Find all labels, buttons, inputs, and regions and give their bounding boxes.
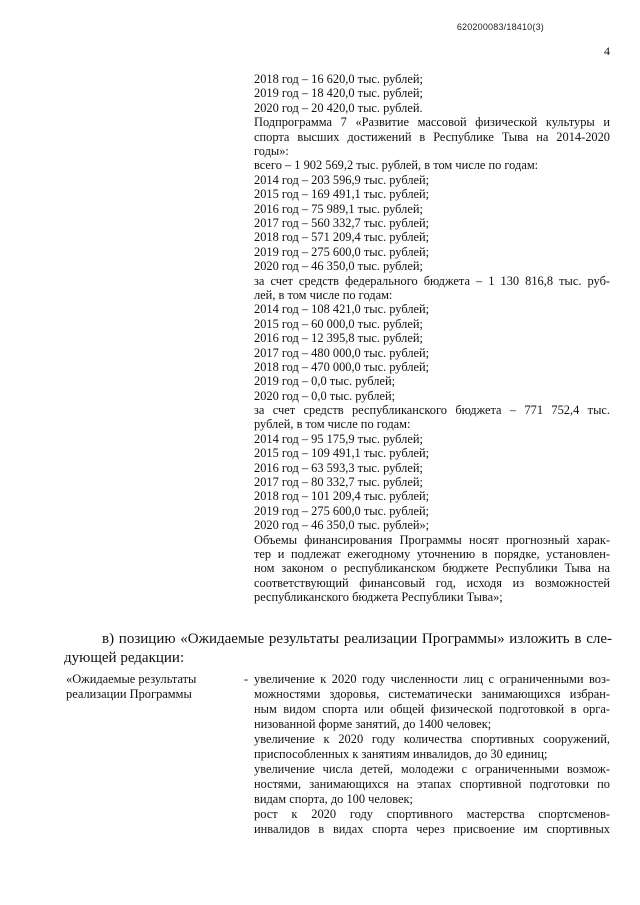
section-b-paragraph: в) позицию «Ожидаемые результаты реализации Программы» изложить в сле- дующей редакции: bbox=[64, 631, 612, 666]
subprogram-title: Подпрограмма 7 «Развитие массовой физической культуры и спорта высших достижений в Республике Тыва на 2014-2020 годы»: bbox=[254, 115, 610, 158]
result-item: увеличение к 2020 году численности лиц с ограниченными воз- можностями здоровья, систематически занимающихся избран- ным видом спорта или общей физической подготовкой в орга- низованной форме занятий, до 1400 человек; bbox=[254, 672, 610, 731]
year-line: 2019 год – 18 420,0 тыс. рублей; bbox=[254, 86, 423, 101]
year-line: 2017 год – 480 000,0 тыс. рублей; bbox=[254, 345, 430, 360]
year-line: 2015 год – 60 000,0 тыс. рублей; bbox=[254, 316, 423, 331]
funding-block bbox=[254, 72, 610, 605]
results-list bbox=[254, 672, 610, 837]
year-line: 2020 год – 0,0 тыс. рублей; bbox=[254, 388, 396, 403]
federal-budget-line: за счет средств федерального бюджета – 1 130 816,8 тыс. руб- лей, в том числе по годам: bbox=[254, 273, 610, 302]
year-line: 2016 год – 12 395,8 тыс. рублей; bbox=[254, 331, 423, 346]
year-line: 2018 год – 571 209,4 тыс. рублей; bbox=[254, 230, 430, 245]
year-line: 2018 год – 470 000,0 тыс. рублей; bbox=[254, 359, 430, 374]
document-code: 620200083/18410(3) bbox=[456, 22, 544, 32]
page-number: 4 bbox=[604, 44, 610, 58]
year-line: 2019 год – 0,0 тыс. рублей; bbox=[254, 374, 396, 389]
year-line: 2018 год – 101 209,4 тыс. рублей; bbox=[254, 489, 430, 504]
republic-budget-line: за счет средств республиканского бюджета – 771 752,4 тыс. рублей, в том числе по годам: bbox=[254, 403, 610, 432]
year-line: 2016 год – 63 593,3 тыс. рублей; bbox=[254, 460, 423, 475]
results-label: «Ожидаемые результаты реализации Программы bbox=[66, 672, 197, 701]
year-line: 2016 год – 75 989,1 тыс. рублей; bbox=[254, 201, 423, 216]
total-line: всего – 1 902 569,2 тыс. рублей, в том числе по годам: bbox=[254, 158, 539, 173]
year-line: 2017 год – 80 332,7 тыс. рублей; bbox=[254, 475, 423, 490]
result-item: увеличение к 2020 году количества спортивных сооружений, приспособленных к занятиям инвалидов, до 30 единиц; bbox=[254, 732, 610, 761]
year-line: 2014 год – 108 421,0 тыс. рублей; bbox=[254, 302, 430, 317]
year-line: 2020 год – 46 350,0 тыс. рублей»; bbox=[254, 518, 430, 533]
year-line: 2015 год – 169 491,1 тыс. рублей; bbox=[254, 187, 430, 202]
year-line: 2020 год – 46 350,0 тыс. рублей; bbox=[254, 259, 423, 274]
year-line: 2018 год – 16 620,0 тыс. рублей; bbox=[254, 72, 423, 86]
year-line: 2015 год – 109 491,1 тыс. рублей; bbox=[254, 446, 430, 461]
year-line: 2020 год – 20 420,0 тыс. рублей. bbox=[254, 100, 423, 115]
year-line: 2014 год – 95 175,9 тыс. рублей; bbox=[254, 431, 423, 446]
year-line: 2014 год – 203 596,9 тыс. рублей; bbox=[254, 172, 430, 187]
funding-note: Объемы финансирования Программы носят прогнозный харак- тер и подлежат ежегодному уточнению в порядке, установлен- ном законом о республиканском бюджете Республики Тыва на соответствующий финансовый год, исходя из возможностей республиканского бюджета Республики Тыва»; bbox=[254, 532, 610, 605]
result-item: увеличение числа детей, молодежи с ограниченными возмож- ностями, занимающихся на этапах спортивной подготовки по видам спорта, до 100 человек; bbox=[254, 762, 610, 806]
year-line: 2019 год – 275 600,0 тыс. рублей; bbox=[254, 244, 430, 259]
result-item: рост к 2020 году спортивного мастерства спортсменов- инвалидов в видах спорта через присвоение им спортивных bbox=[254, 807, 610, 836]
results-dash: - bbox=[244, 672, 249, 686]
year-line: 2017 год – 560 332,7 тыс. рублей; bbox=[254, 215, 430, 230]
year-line: 2019 год – 275 600,0 тыс. рублей; bbox=[254, 503, 430, 518]
